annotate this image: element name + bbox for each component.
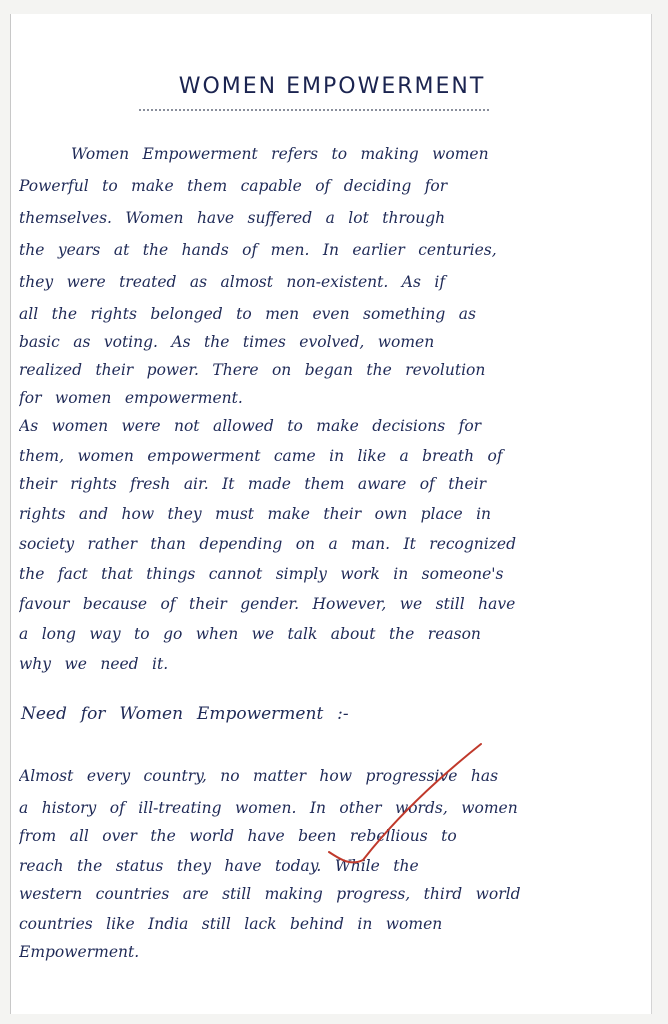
text-line: they were treated as almost non-existent. As if	[19, 273, 446, 291]
text-line: Powerful to make them capable of deciding for	[19, 177, 448, 195]
notebook-page	[10, 14, 652, 1014]
text-line: realized their power. There on began the revolution	[19, 361, 486, 379]
text-line: Empowerment.	[19, 943, 140, 961]
title-underline	[139, 109, 489, 111]
text-line: favour because of their gender. However, we still have	[19, 595, 516, 613]
text-line: from all over the world have been rebellious to	[19, 827, 457, 845]
text-line: themselves. Women have suffered a lot through	[19, 209, 446, 227]
text-line: for women empowerment.	[19, 389, 243, 407]
text-line: their rights fresh air. It made them aware of their	[19, 475, 486, 493]
text-line: western countries are still making progress, third world	[19, 885, 521, 903]
page-title: WOMEN EMPOWERMENT	[178, 74, 486, 99]
text-line: a history of ill-treating women. In other words, women	[19, 799, 518, 817]
text-line: countries like India still lack behind in women	[19, 915, 443, 933]
text-line: why we need it.	[19, 655, 169, 673]
text-line: rights and how they must make their own place in	[19, 505, 492, 523]
text-line: Women Empowerment refers to making women	[71, 145, 489, 163]
text-line: Almost every country, no matter how progressive has	[19, 767, 499, 785]
text-line: the years at the hands of men. In earlier centuries,	[19, 241, 497, 259]
text-line: As women were not allowed to make decisions for	[19, 417, 482, 435]
text-line: the fact that things cannot simply work in someone's	[19, 565, 504, 583]
text-line: all the rights belonged to men even something as	[19, 305, 476, 323]
section-heading: Need for Women Empowerment :-	[21, 704, 349, 724]
text-line: them, women empowerment came in like a breath of	[19, 447, 503, 465]
text-line: basic as voting. As the times evolved, women	[19, 333, 435, 351]
text-line: society rather than depending on a man. It recognized	[19, 535, 517, 553]
text-line: reach the status they have today. While the	[19, 857, 419, 875]
text-line: a long way to go when we talk about the reason	[19, 625, 481, 643]
